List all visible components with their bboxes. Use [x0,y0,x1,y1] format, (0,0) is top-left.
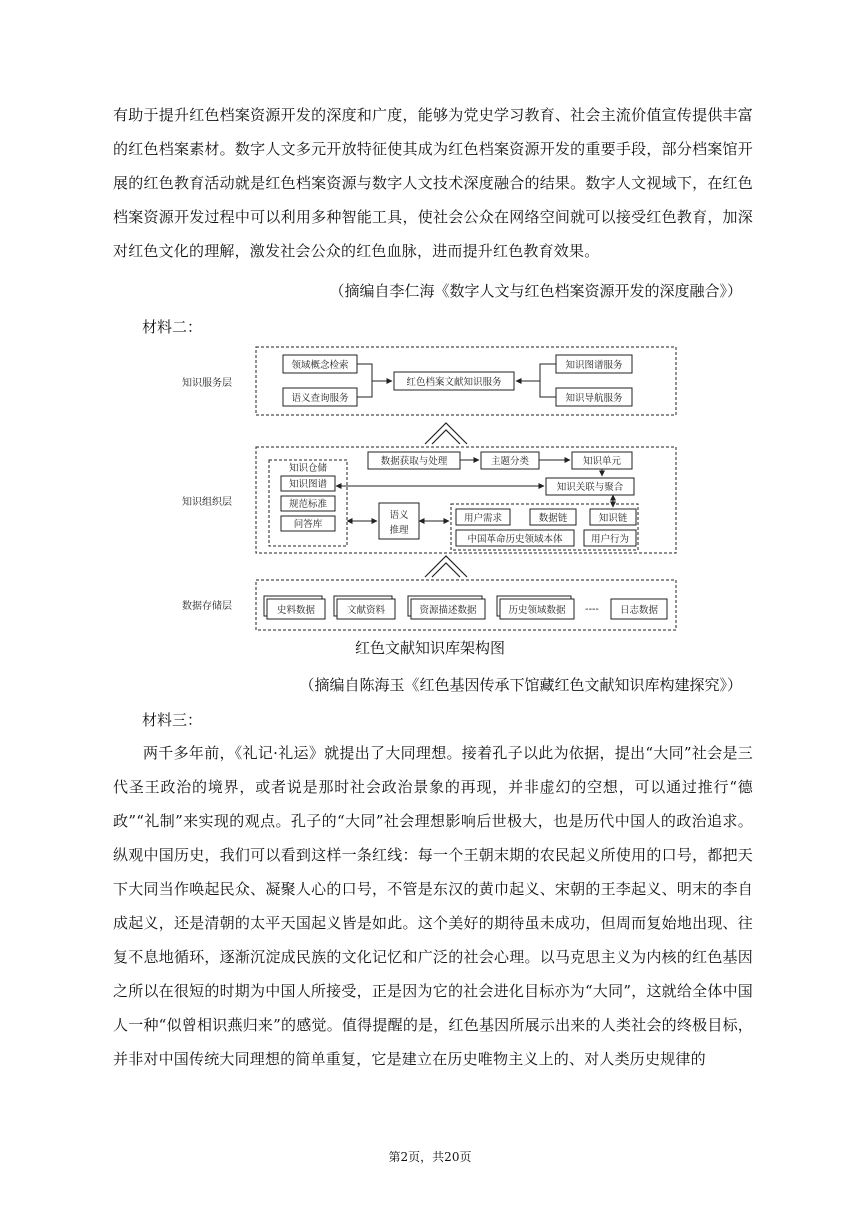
box-standard: 规范标准 [288,499,328,510]
diagram-caption: 红色文献知识库架构图 [354,639,505,657]
material-two-label: 材料二： [142,318,203,336]
box-ontology: 中国革命历史领域本体 [467,534,563,545]
box-semantic-line1: 语义 [389,510,409,521]
up-arrow-lower [425,556,467,577]
box-qa-base: 问答库 [293,519,323,530]
paragraph-material-three: 两千多年前，《礼记·礼运》就提出了大同理想。接着孔子以此为依据，提出“大同”社会是三代圣王政治的境界，或者说是那时社会政治景象的再现，并非虚幻的空想，可以通过推行“德政”“礼制”来实现的观点。孔子的“大同”社会理想影响后世极大，也是历代中国人的政治追求。纵观中国历史，我们可以看到这样一条红线：每一个王朝末期的农民起义所使用的口号，都把天下大同当作唤起民众、凝聚人心的口号，不管是东汉的黄巾起义、宋朝的王李起义、明末的李自成起义，还是清朝的太平天国起义皆是如此。这个美好的期待虽未成功，但周而复始地出现、往复不息地循环，逐渐沉淀成民族的文化记忆和广泛的社会心理。以马克思主义为内核的红色基因之所以在很短的时期为中国人所接受，正是因为它的社会进化目标亦为“大同”，这就给全体中国人一种“似曾相识燕归来”的感觉。值得提醒的是，红色基因所展示出来的人类社会的终极目标，并非对中国传统大同理想的简单重复，它是建立在历史唯物主义上的、对人类历史规律的 [113,744,753,1068]
storage-ellipsis: ---- [585,604,599,615]
box-user-needs: 用户需求 [463,513,503,524]
box-knowledge-graph: 知识图谱 [288,479,328,490]
material-three-label: 材料三： [142,711,203,729]
box-log-data: 日志数据 [619,605,659,616]
paragraph-material-one-continued: 有助于提升红色档案资源开发的深度和广度，能够为党史学习教育、社会主流价值宣传提供丰富的红色档案素材。数字人文多元开放特征使其成为红色档案资源开发的重要手段，部分档案馆开展的红色教育活动就是红色档案资源与数字人文技术深度融合的结果。数字人文视域下，在红色档案资源开发过程中可以利用多种智能工具，使社会公众在网络空间就可以接受红色教育，加深对红色文化的理解，激发社会公众的红色血脉，进而提升红色教育效果。 [113,106,753,260]
page-footer: 第2页，共20页 [388,1150,472,1164]
box-domain-search: 领域概念检索 [291,360,349,371]
layer-label-storage: 数据存储层 [182,601,232,612]
up-arrow-upper [425,423,467,444]
box-graph-service: 知识图谱服务 [565,360,623,371]
box-knowledge-chain: 知识链 [598,513,628,524]
box-knowledge-association: 知识关联与聚合 [556,482,624,493]
label-knowledge-warehouse: 知识仓储 [288,463,328,474]
box-resource-description: 资源描述数据 [419,605,477,616]
box-knowledge-service: 红色档案文献知识服务 [406,377,502,388]
box-data-acquire: 数据获取与处理 [380,456,448,467]
box-literature: 文献资料 [346,605,386,616]
box-history-domain-data: 历史领域数据 [508,605,566,616]
knowledge-base-architecture-diagram [170,343,690,633]
box-semantic-line2: 推理 [389,525,409,536]
box-user-behavior: 用户行为 [590,534,630,545]
layer-label-service: 知识服务层 [182,378,232,389]
box-semantic-query: 语义查询服务 [291,393,349,404]
box-knowledge-unit: 知识单元 [582,456,622,467]
layer-label-organize: 知识组织层 [182,497,232,508]
source-citation-one: （摘编自李仁海《数字人文与红色档案资源开发的深度融合》） [329,282,742,300]
box-topic-classify: 主题分类 [490,456,530,467]
source-citation-two: （摘编自陈海玉《红色基因传承下馆藏红色文献知识库构建探究》） [299,676,742,694]
box-data-chain: 数据链 [538,513,568,524]
box-historical-data: 史料数据 [276,605,316,616]
box-nav-service: 知识导航服务 [565,393,623,404]
